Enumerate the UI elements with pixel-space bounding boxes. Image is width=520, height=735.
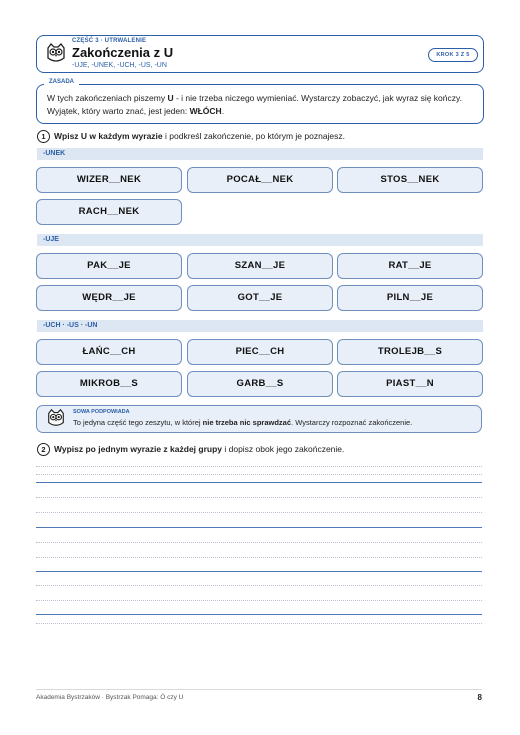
task-1-number: 1 bbox=[37, 130, 50, 143]
task-2-number: 2 bbox=[37, 443, 50, 456]
writing-line-dotted[interactable] bbox=[36, 542, 482, 543]
word-box: GARB__S bbox=[187, 371, 333, 397]
word-box: TROLEJB__S bbox=[337, 339, 483, 365]
writing-line[interactable] bbox=[36, 482, 482, 483]
writing-line[interactable] bbox=[36, 527, 482, 528]
writing-line-dotted[interactable] bbox=[36, 497, 482, 498]
task-2-instruction: Wypisz po jednym wyrazie z każdej grupy i dopisz obok jego zakończenie. bbox=[54, 444, 345, 454]
writing-line-dotted[interactable] bbox=[36, 585, 482, 586]
rule-text: W tych zakończeniach piszemy U - i nie trzeba niczego wymieniać. Wystarczy zobaczyć, jak wyraz się kończy. Wyjątek, który warto znać, jest jeden: WŁÓCH. bbox=[47, 93, 462, 116]
writing-line[interactable] bbox=[36, 571, 482, 572]
writing-line-dotted[interactable] bbox=[36, 623, 482, 624]
rule-tag: ZASADA bbox=[44, 79, 79, 85]
word-box: PAK__JE bbox=[36, 253, 182, 279]
word-box: GOT__JE bbox=[187, 285, 333, 311]
part-label: CZĘŚĆ 3 · UTRWALENIE bbox=[72, 38, 147, 44]
task-1-instruction: Wpisz U w każdym wyrazie i podkreśl zakończenie, po którym je poznajesz. bbox=[54, 131, 346, 141]
word-box: RAT__JE bbox=[337, 253, 483, 279]
step-badge: KROK 3 Z 5 bbox=[428, 48, 478, 62]
footer-text: Akademia Bystrzaków · Bystrzak Pomaga: Ó czy U bbox=[36, 694, 184, 701]
page-title: Zakończenia z U bbox=[72, 45, 174, 60]
page-number: 8 bbox=[477, 693, 482, 702]
footer-divider bbox=[36, 689, 482, 690]
writing-line-dotted[interactable] bbox=[36, 474, 482, 475]
word-box: PILN__JE bbox=[337, 285, 483, 311]
writing-line-dotted[interactable] bbox=[36, 600, 482, 601]
word-box: RACH__NEK bbox=[36, 199, 182, 225]
word-box: PIAST__N bbox=[337, 371, 483, 397]
word-box: MIKROB__S bbox=[36, 371, 182, 397]
word-box: POCAŁ__NEK bbox=[187, 167, 333, 193]
word-box: WĘDR__JE bbox=[36, 285, 182, 311]
owl-icon bbox=[45, 42, 67, 64]
hint-text: To jedyna część tego zeszytu, w której nie trzeba nic sprawdzać. Wystarczy rozpoznać zakończenie. bbox=[73, 418, 413, 427]
word-box: ŁAŃC__CH bbox=[36, 339, 182, 365]
section-bar-uje: -UJE bbox=[37, 234, 483, 246]
hint-title: SOWA PODPOWIADA bbox=[73, 409, 130, 415]
owl-icon bbox=[46, 408, 66, 428]
section-bar-unek: -UNEK bbox=[37, 148, 483, 160]
section-bar-uch-us-un: -UCH · -US · -UN bbox=[37, 320, 483, 332]
writing-line-dotted[interactable] bbox=[36, 512, 482, 513]
word-box: PIEC__CH bbox=[187, 339, 333, 365]
word-box: STOS__NEK bbox=[337, 167, 483, 193]
word-box: SZAN__JE bbox=[187, 253, 333, 279]
writing-line[interactable] bbox=[36, 614, 482, 615]
writing-line-dotted[interactable] bbox=[36, 466, 482, 467]
word-box: WIZER__NEK bbox=[36, 167, 182, 193]
page-subtitle: -UJE, -UNEK, -UCH, -US, -UN bbox=[72, 62, 167, 69]
writing-line-dotted[interactable] bbox=[36, 557, 482, 558]
